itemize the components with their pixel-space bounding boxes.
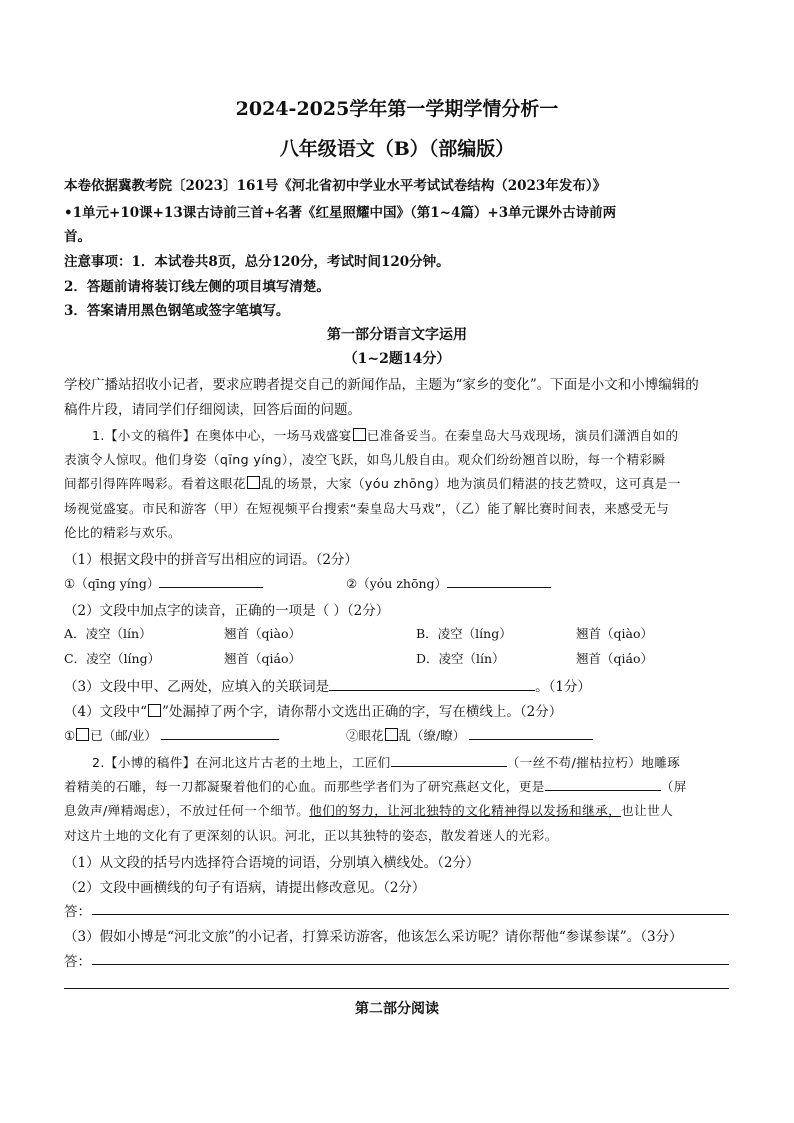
- q2-sub1: （1）从文段的括号内选择符合语境的词语，分别填入横线处。（2分）: [64, 855, 480, 871]
- q1-sub1: （1）根据文段中的拼音写出相应的词语。（2分）: [64, 552, 358, 568]
- q1-option-b-second: 翘首（qiào）: [576, 626, 653, 641]
- part2-title: 第二部分阅读: [355, 1001, 439, 1017]
- exam-scope-line1: •1单元+10课+13课古诗前三首+名著《红星照耀中国》（第1~4篇）+3单元课外古诗前两: [64, 205, 617, 221]
- part1-title: 第一部分语言文字运用: [327, 327, 467, 343]
- q2-sub2: （2）文段中画横线的句子有语病，请提出修改意见。（2分）: [64, 880, 426, 896]
- part1-lead-line1: 学校广播站招收小记者，要求应聘者提交自己的新闻作品，主题为“家乡的变化”。下面是小文和小博编辑的: [64, 377, 699, 393]
- missing-char-box: [76, 728, 89, 741]
- q1-passage-line5: 伦比的精彩与欢乐。: [64, 525, 181, 540]
- answer-blank[interactable]: [161, 727, 279, 740]
- missing-char-box: [148, 704, 161, 717]
- q2-sub2-answer-label: 答：: [64, 904, 91, 920]
- q1-sub1-b: ②（yóu zhōng）: [346, 574, 551, 592]
- missing-char-box: [385, 728, 398, 741]
- q1-sub4-option1: ① 已（邮/业）: [64, 726, 279, 744]
- q2-sub3-answer-line[interactable]: [92, 964, 729, 965]
- exam-scope-line2: 首。: [64, 229, 91, 245]
- q2-passage-line4: 对这片土地的文化有了更深刻的认识。河北，正以其独特的姿态，散发着迷人的光彩。: [64, 828, 558, 843]
- q1-option-c-second: 翘首（qiáo）: [224, 651, 301, 666]
- q2-passage-line2: 着精美的石雕，每一刀都凝聚着他们的心血。而那些学者们为了研究燕赵文化，更是 （屏: [64, 779, 687, 794]
- section-divider: [64, 988, 729, 989]
- q1-option-d[interactable]: D．凌空（lín）: [416, 651, 505, 666]
- notice-1: 注意事项：1．本试卷共8页，总分120分，考试时间120分钟。: [64, 254, 450, 270]
- q1-sub1-a: ①（qīng yíng）: [64, 574, 263, 592]
- notice-3: 3．答案请用黑色钢笔或签字笔填写。: [64, 303, 290, 319]
- q1-passage-line4: 场视觉盛宴。市民和游客（甲）在短视频平台搜索“秦皇岛大马戏”，（乙）能了解比赛时间表，来感受无与: [64, 501, 670, 516]
- part1-score: （1~2题14分）: [343, 351, 451, 367]
- answer-blank[interactable]: [329, 678, 535, 691]
- q2-sub3-answer-label: 答：: [64, 954, 91, 970]
- q1-sub2: （2）文段中加点字的读音，正确的一项是（ ）（2分）: [64, 603, 390, 619]
- notice-2: 2．答题前请将装订线左侧的项目填写清楚。: [64, 279, 330, 295]
- answer-blank[interactable]: [447, 575, 551, 588]
- q2-sub2-answer-line[interactable]: [92, 914, 729, 915]
- q1-option-d-second: 翘首（qiáo）: [576, 651, 653, 666]
- q1-sub4: （4）文段中“ ”处漏掉了两个字，请你帮小文选出正确的字，写在横线上。（2分）: [64, 704, 563, 720]
- exam-title: 2024-2025学年第一学期学情分析一: [235, 98, 559, 120]
- q1-sub4-option2: ②眼花 乱（缭/瞭）: [346, 726, 593, 744]
- answer-blank[interactable]: [159, 575, 263, 588]
- q1-option-c[interactable]: C．凌空（líng）: [64, 651, 161, 666]
- underlined-sentence: 他们的努力，让河北独特的文化精神得以发扬和继承，: [309, 803, 622, 818]
- q1-passage-line3: 间都引得阵阵喝彩。看着这眼花 乱的场景，大家（yóu zhōng）地为演员们精湛的技艺赞叹，这可真是一: [64, 476, 681, 491]
- answer-blank[interactable]: [391, 754, 507, 767]
- exam-basis: 本卷依据冀教考院〔2023〕161号《河北省初中学业水平考试试卷结构（2023年发布）》: [64, 178, 607, 194]
- missing-char-box: [353, 428, 366, 441]
- part1-lead-line2: 稿件片段，请同学们仔细阅读，回答后面的问题。: [64, 402, 361, 418]
- exam-subtitle: 八年级语文（B）（部编版）: [279, 138, 515, 160]
- missing-char-box: [247, 476, 260, 489]
- q2-sub3: （3）假如小博是“河北文旅”的小记者，打算采访游客，他该怎么采访呢？请你帮他“参谋参谋”。（3分）: [64, 929, 683, 945]
- q2-passage-line1: 2.【小博的稿件】在河北这片古老的土地上，工匠们 （一丝不苟/摧枯拉朽）地雕琢: [92, 755, 681, 770]
- q1-option-a[interactable]: A．凌空（lín）: [64, 626, 152, 641]
- q1-option-a-second: 翘首（qiào）: [224, 626, 301, 641]
- q2-passage-line3: 息敛声/殚精竭虑），不放过任何一个细节。他们的努力，让河北独特的文化精神得以发扬和继承，也让世人: [64, 803, 674, 818]
- answer-blank[interactable]: [469, 727, 593, 740]
- q1-sub3: （3）文段中甲、乙两处，应填入的关联词是 。（1分）: [64, 679, 591, 695]
- q1-passage-line2: 表演令人惊叹。他们身姿（qīng yíng），凌空飞跃，如鸟儿般自由。观众们纷纷翘首以盼，每一个精彩瞬: [64, 452, 666, 467]
- answer-blank[interactable]: [545, 778, 661, 791]
- q1-option-b[interactable]: B．凌空（líng）: [416, 626, 512, 641]
- q1-passage-line1: 1.【小文的稿件】在奥体中心，一场马戏盛宴 已准备妥当。在秦皇岛大马戏现场，演员们潇洒自如的: [92, 428, 679, 443]
